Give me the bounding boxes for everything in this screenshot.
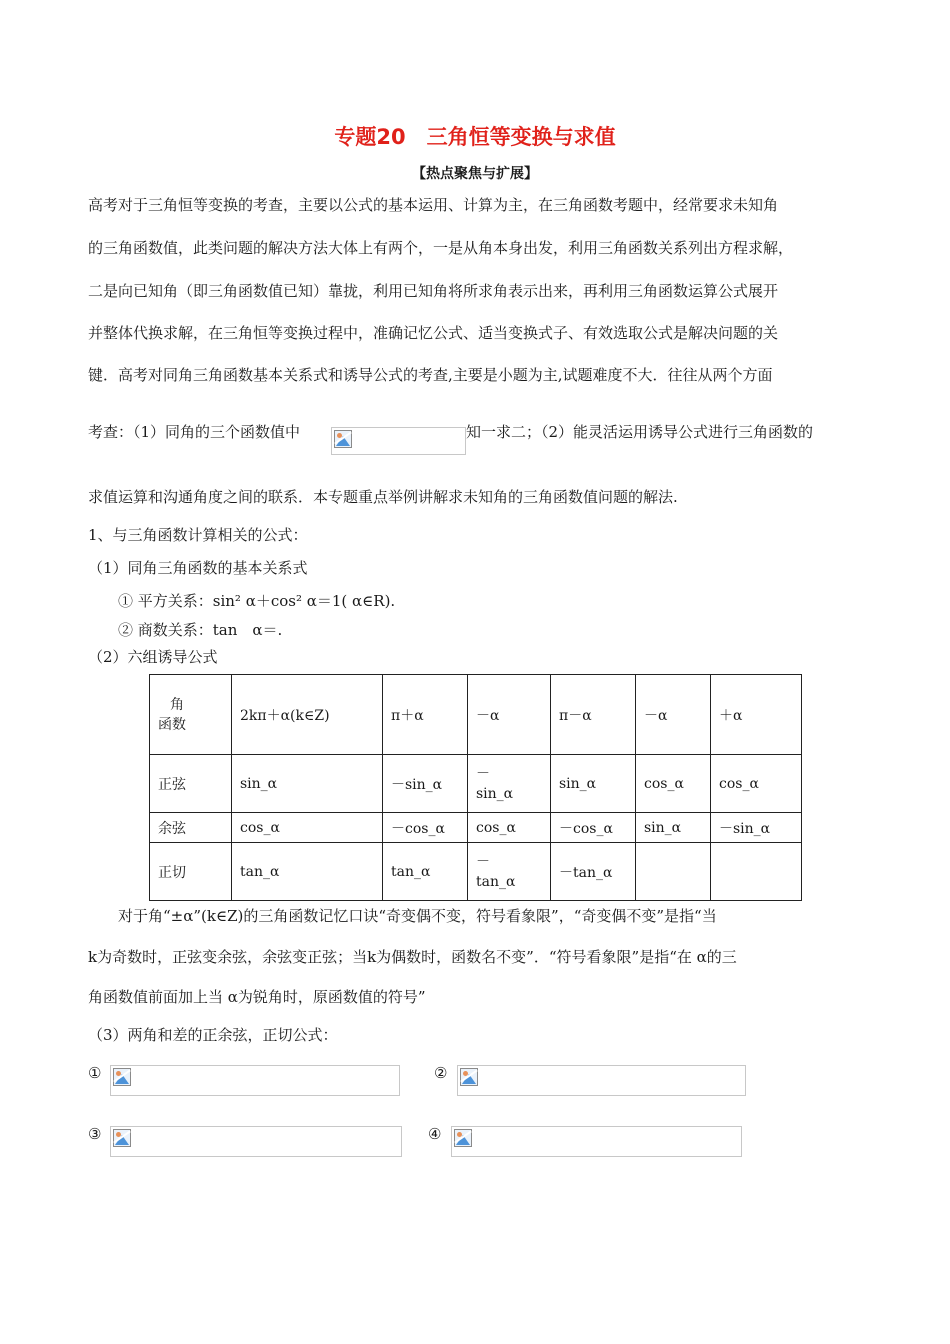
table-cell: sin_α	[636, 813, 711, 843]
table-header-cell: π＋α	[383, 675, 468, 755]
intro-line: 并整体代换求解，在三角恒等变换过程中，准确记忆公式、适当变换式子、有效选取公式是解决问题的关	[88, 324, 779, 342]
formula-image-placeholder	[110, 1126, 402, 1157]
induction-formula-table	[149, 674, 802, 901]
broken-image-icon	[113, 1129, 131, 1147]
table-row	[150, 843, 802, 901]
subsection-title: （1）同角三角函数的基本关系式	[88, 559, 308, 577]
table-cell: tan_α	[232, 843, 383, 901]
page-title: 专题20 三角恒等变换与求值	[334, 125, 616, 149]
formula-image-placeholder	[110, 1065, 400, 1096]
table-cell: －cos_α	[551, 813, 636, 843]
mnemonic-line: k为奇数时，正弦变余弦，余弦变正弦；当k为偶数时，函数名不变”．“符号看象限”是指“在 α的三	[88, 948, 737, 966]
broken-image-icon	[334, 430, 352, 448]
table-cell	[636, 843, 711, 901]
intro-line: 二是向已知角（即三角函数值已知）靠拢，利用已知角将所求角表示出来，再利用三角函数运算公式展开	[88, 282, 779, 300]
table-cell: －sin_α	[383, 755, 468, 813]
formula-number: ①	[88, 1064, 102, 1082]
formula-number: ②	[434, 1064, 448, 1082]
section-heading: 【热点聚焦与扩展】	[412, 166, 538, 182]
table-cell: －tan_α	[551, 843, 636, 901]
intro-line: 的三角函数值，此类问题的解决方法大体上有两个，一是从角本身出发，利用三角函数关系列出方程求解，	[88, 239, 794, 257]
intro-line: 高考对于三角恒等变换的考查，主要以公式的基本运用、计算为主，在三角函数考题中，经常要求未知角	[88, 196, 779, 214]
formula-image-placeholder	[451, 1126, 742, 1157]
row-label: 正弦	[150, 755, 232, 813]
table-cell: cos_α	[232, 813, 383, 843]
section-1-title: 1、与三角函数计算相关的公式：	[88, 526, 308, 544]
kaocha-text: 考查：（1）同角的三个函数值中	[88, 423, 301, 441]
table-header-cell: ＋α	[711, 675, 802, 755]
table-cell: －sin_α	[711, 813, 802, 843]
table-cell: －cos_α	[383, 813, 468, 843]
row-label: 余弦	[150, 813, 232, 843]
table-row	[150, 813, 802, 843]
table-header-cell: －α	[468, 675, 551, 755]
table-cell: sin_α	[232, 755, 383, 813]
broken-image-icon	[460, 1068, 478, 1086]
table-cell: cos_α	[468, 813, 551, 843]
mnemonic-line: 对于角“±α”(k∈Z)的三角函数记忆口诀“奇变偶不变，符号看象限”，“奇变偶不变”是指“当	[118, 907, 717, 925]
formula-square-relation: ① 平方关系：sin² α＋cos² α＝1( α∈R).	[118, 592, 396, 610]
table-cell: cos_α	[711, 755, 802, 813]
table-header-row	[150, 675, 802, 755]
formula-image-placeholder	[457, 1065, 746, 1096]
mnemonic-line: 角函数值前面加上当 α为锐角时，原函数值的符号”	[88, 988, 426, 1006]
table-corner-cell: 角 函数	[150, 675, 232, 755]
table-cell	[711, 843, 802, 901]
table-cell: cos_α	[636, 755, 711, 813]
table-row	[150, 755, 802, 813]
table-cell: sin_α	[551, 755, 636, 813]
subsection-title: （3）两角和差的正余弦，正切公式：	[88, 1026, 338, 1044]
formula-quotient-relation: ② 商数关系：tan α＝.	[118, 621, 283, 639]
broken-image-icon	[454, 1129, 472, 1147]
table-cell: － tan_α	[468, 843, 551, 901]
broken-image-placeholder	[331, 427, 466, 455]
broken-image-icon	[113, 1068, 131, 1086]
subsection-title: （2）六组诱导公式	[88, 648, 218, 666]
table-header-cell: 2kπ＋α(k∈Z)	[232, 675, 383, 755]
table-header-cell: －α	[636, 675, 711, 755]
formula-number: ③	[88, 1125, 102, 1143]
table-cell: － sin_α	[468, 755, 551, 813]
row-label: 正切	[150, 843, 232, 901]
kaocha-end: 求值运算和沟通角度之间的联系．本专题重点举例讲解求未知角的三角函数值问题的解法.	[88, 488, 678, 506]
kaocha-text: 知一求二；（2）能灵活运用诱导公式进行三角函数的	[466, 423, 814, 441]
table-header-cell: π－α	[551, 675, 636, 755]
table-cell: tan_α	[383, 843, 468, 901]
formula-number: ④	[428, 1125, 442, 1143]
intro-line: 键．高考对同角三角函数基本关系式和诱导公式的考查,主要是小题为主,试题难度不大．往往从两个方面	[88, 366, 773, 384]
